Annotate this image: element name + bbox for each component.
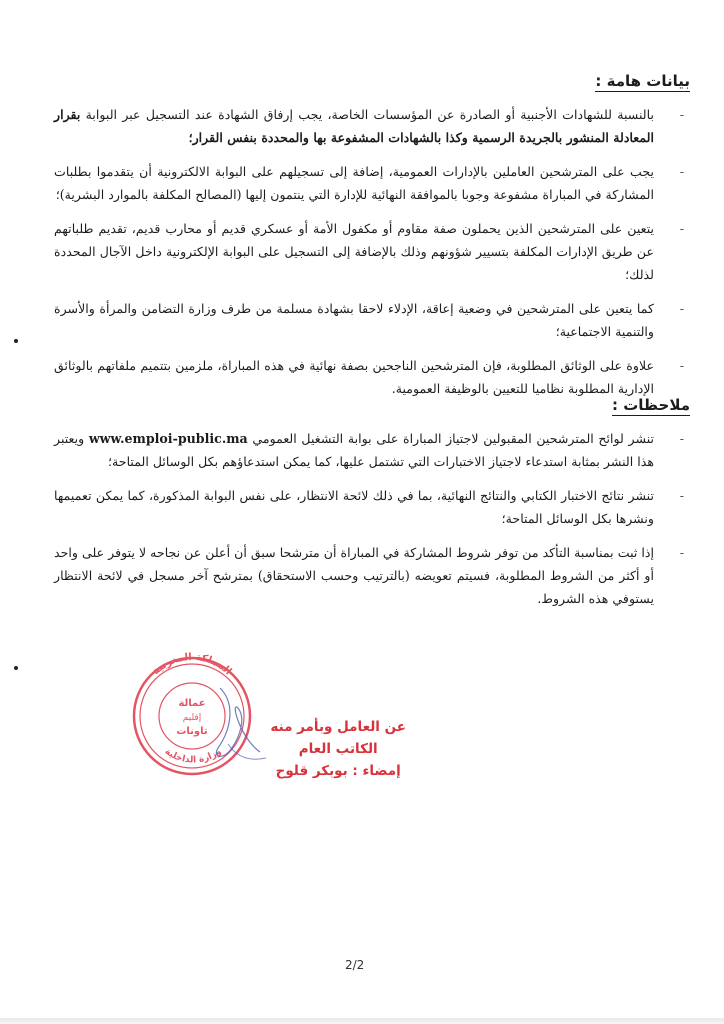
- bullet-dash: -: [679, 221, 684, 236]
- margin-dot: [14, 339, 18, 343]
- item-text: إذا ثبت بمناسبة التأكد من توفر شروط المشاركة في المباراة أن مترشحا سبق أن أعلن عن نجاحه لا يتوفر على واحد أو أكثر من الشروط المطلوبة، فسيتم تعويضه (بالترتيب وحسب الاستحقاق) بمترشح آخر مسجل في لائحة الانتظار يستوفي هذه الشروط.: [54, 545, 654, 606]
- bullet-dash: -: [679, 107, 684, 122]
- item-text: ويعتبر هذا النشر بمثابة استدعاء لاجتياز الاختبارات التي تشتمل عليها، كما يمكن استدعاؤهم بكل الوسائل المتاحة؛: [54, 431, 654, 469]
- signature-line-3: إمضاء : بوبكر قلوح: [275, 763, 401, 779]
- signature-line-1: عن العامل وبأمر منه: [270, 719, 406, 735]
- notes-heading: ملاحظات :: [611, 396, 690, 414]
- bullet-dash: -: [679, 545, 684, 560]
- bullet-dash: -: [679, 431, 684, 446]
- svg-text:وزارة الداخلية: وزارة الداخلية: [162, 746, 224, 766]
- margin-dot: [14, 666, 18, 670]
- stamp-graphic: [120, 648, 270, 778]
- page-number: 2/2: [345, 958, 365, 972]
- list-item: [54, 160, 684, 206]
- item-text: تنشر نتائج الاختبار الكتابي والنتائج النهائية، بما في ذلك لائحة الانتظار، على نفس البوابة المذكورة، كما يمكن تعميمها ونشرها بكل الوسائل المتاحة؛: [54, 488, 654, 526]
- svg-text:إقليم: إقليم: [182, 713, 202, 723]
- item-text: تنشر لوائح المترشحين المقبولين لاجتياز المباراة على بوابة التشغيل العمومي: [247, 431, 654, 446]
- important-info-heading: بيانات هامة :: [595, 72, 690, 90]
- bullet-dash: -: [679, 164, 684, 179]
- item-text: بالنسبة للشهادات الأجنبية أو الصادرة عن المؤسسات الخاصة، يجب إرفاق الشهادة عند التسجيل عبر البوابة: [80, 107, 654, 122]
- list-item: [54, 297, 684, 343]
- svg-text:عمالة: عمالة: [178, 698, 206, 709]
- list-item: [54, 217, 684, 286]
- item-bold-text: بقرار المعادلة المنشور بالجريدة الرسمية وكذا بالشهادات المشفوعة بها والمحددة بنفس القرار؛: [54, 107, 654, 145]
- bullet-dash: -: [679, 358, 684, 373]
- bullet-dash: -: [679, 301, 684, 316]
- item-text: علاوة على الوثائق المطلوبة، فإن المترشحين الناجحين بصفة نهائية في هذه المباراة، ملزمين بتتميم ملفاتهم بالوثائق الإدارية المطلوبة نظاميا للتعيين بالوظيفة العمومية.: [54, 358, 654, 396]
- signature-line-2: الكاتب العام: [298, 741, 378, 757]
- page-bottom-edge: [0, 1018, 724, 1024]
- list-item: [54, 354, 684, 400]
- list-item: [54, 427, 684, 473]
- item-text: يتعين على المترشحين الذين يحملون صفة مقاوم أو مكفول الأمة أو عسكري قديم أو محارب قديم، تقديم طلباتهم عن طريق الإدارات المكلفة بتسيير شؤونهم وذلك بالإضافة إلى التسجيل على البوابة الإلكترونية داخل الآجال المحددة لذلك؛: [54, 221, 654, 282]
- bullet-dash: -: [679, 488, 684, 503]
- signature-block: [270, 716, 406, 782]
- notes-list: [54, 427, 684, 621]
- list-item: [54, 484, 684, 530]
- official-stamp: [120, 648, 270, 778]
- list-item: [54, 103, 684, 149]
- svg-text:تاونات: تاونات: [176, 726, 208, 737]
- item-text: كما يتعين على المترشحين في وضعية إعاقة، الإدلاء لاحقا بشهادة مسلمة من طرف وزارة التضامن والمرأة والأسرة والتنمية الاجتماعية؛: [54, 301, 654, 339]
- portal-link[interactable]: www.emploi-public.ma: [88, 431, 248, 446]
- svg-text:المملكة المغربية: المملكة المغربية: [150, 651, 234, 678]
- list-item: [54, 541, 684, 610]
- item-text: يجب على المترشحين العاملين بالإدارات العمومية، إضافة إلى تسجيلهم على البوابة الالكترونية أن يتقدموا بطلبات المشاركة في المباراة مشفوعة وجوبا بالموافقة النهائية للإدارة التي ينتمون إليها (المصالح المكلفة بالموارد البشرية)؛: [54, 164, 654, 202]
